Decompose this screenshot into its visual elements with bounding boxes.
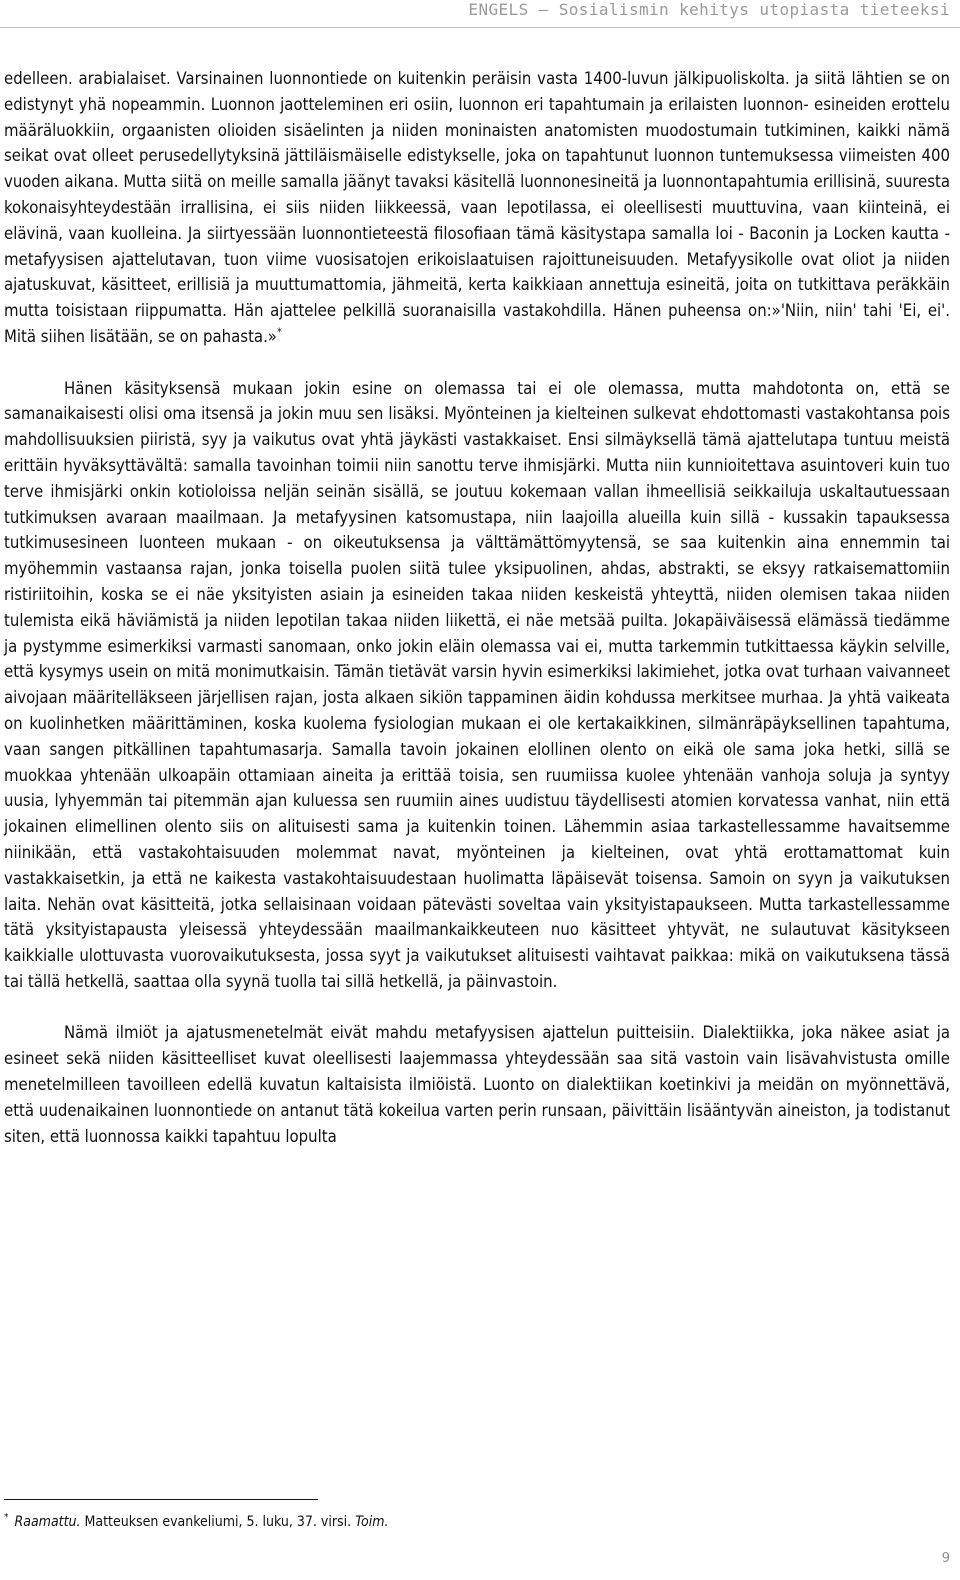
paragraph-1: [4, 66, 950, 350]
paragraph-spacer: [4, 995, 950, 1021]
footnote-editor-note: Toim.: [355, 1514, 389, 1530]
document-body: [4, 66, 950, 1149]
footnote-reference[interactable]: *: [276, 325, 282, 339]
footnote-reference-text: Matteuksen evankeliumi, 5. luku, 37. virsi.: [84, 1514, 352, 1530]
page-number: 9: [941, 1551, 950, 1566]
paragraph-1-text: edelleen. arabialaiset. Varsinainen luonnontiede on kuitenkin peräisin vasta 1400-luvun jälkipuoliskolta. ja siitä lähtien se on edistynyt yhä nopeammin. Luonnon jaotteleminen eri osiin, luonnon eri tapahtumain ja erilaisten luonnon- esineiden erottelu määräluokkiin, orgaanisten olioiden sisäelinten ja niiden moninaisten anatomisten muodostumain tutkiminen, kaikki nämä seikat ovat olleet perusedellytyksinä jättiläismäiselle edistykselle, joka on tapahtunut luonnon tuntemuksessa viimeisten 400 vuoden aikana. Mutta siitä on meille samalla jäänyt tavaksi käsitellä luonnonesineitä ja luonnontapahtumia erillisinä, suuresta kokonaisyhteydestään irrallisina, ei siis niiden liikkeessä, vaan lepotilassa, ei oleellisesti muuttuvina, vaan kiinteinä, ei elävinä, vaan kuolleina. Ja siirtyessään luonnontieteestä filosofiaan tämä käsitystapa samalla loi - Baconin ja Locken kautta - metafyysisen ajattelutavan, tuon viime vuosisatojen erikoislaatuisen rajoittuneisuuden. Metafyysikolle ovat oliot ja niiden ajatuskuvat, käsitteet, erillisiä ja muuttumattomia, jähmeitä, kerta kaikkiaan annettuja esineitä, joita on tutkittava peräkkäin mutta toisistaan riippumatta. Hän ajattelee pelkillä suoranaisilla vastakohdilla. Hänen puheensa on:»'Niin, niin' tahi 'Ei, ei'. Mitä siihen lisätään, se on pahasta.»: [4, 69, 950, 346]
running-header: ENGELS – Sosialismin kehitys utopiasta tieteeksi: [468, 0, 950, 19]
footnote: [4, 1512, 904, 1532]
footnote-source: Raamattu.: [14, 1514, 81, 1530]
header-divider: [0, 27, 960, 28]
paragraph-spacer: [4, 350, 950, 376]
footnote-marker: *: [4, 1512, 9, 1524]
footnote-divider: [4, 1499, 318, 1500]
paragraph-3: Nämä ilmiöt ja ajatusmenetelmät eivät mahdu metafyysisen ajattelun puitteisiin. Dialektiikka, joka näkee asiat ja esineet sekä niiden käsitteelliset kuvat oleellisesti laajemmassa yhteydessään saa sitä vastoin vain lisävahvistusta omille menetelmilleen tavoilleen edellä kuvatun kaltaisista ilmiöistä. Luonto on dialektiikan koetinkivi ja meidän on myönnettävä, että uudenaikainen luonnontiede on antanut tätä kokeilua varten perin runsaan, päivittäin lisääntyvän aineiston, ja todistanut siten, että luonnossa kaikki tapahtuu lopulta: [4, 1023, 950, 1146]
paragraph-2: Hänen käsityksensä mukaan jokin esine on olemassa tai ei ole olemassa, mutta mahdotonta on, että se samanaikaisesti olisi oma itsensä ja jokin muu sen lisäksi. Myönteinen ja kielteinen sulkevat ehdottomasti vastakohtansa pois mahdollisuuksien piiristä, syy ja vaikutus ovat yhtä jäykästi vastakkaiset. Ensi silmäyksellä tämä ajattelutapa tuntuu meistä erittäin hyväksyttävältä: samalla tavoinhan toimii niin sanottu terve ihmisjärki. Mutta niin kunnioitettava asuintoveri kuin tuo terve ihmisjärki onkin kotioloissa neljän seinän sisällä, se joutuu kokemaan vallan ihmeellisiä seikkailuja uskaltautuessaan tutkimuksen avaraan maailmaan. Ja metafyysinen katsomustapa, niin laajoilla alueilla kuin sillä - kussakin tapauksessa tutkimusesineen luonteen mukaan - on oikeutuksensa ja välttämättömyytensä, se saa kuitenkin aina ennemmin tai myöhemmin vastaansa rajan, jonka toisella puolen siitä tulee yksipuolinen, ahdas, abstrakti, se eksyy ratkaisemattomiin ristiriitoihin, koska se ei näe yksityisten asiain ja esineiden takaa niiden keskeistä yhteyttä, niiden olemisen takaa niiden tulemista eikä häviämistä ja niiden lepotilan takaa niiden liikettä, ei näe metsää puilta. Jokapäiväisessä elämässä tiedämme ja pystymme esimerkiksi varmasti sanomaan, onko jokin eläin olemassa vai ei, mutta tarkemmin tutkittaessa käykin selville, että kysymys usein on mitä monimutkaisin. Tämän tietävät varsin hyvin esimerkiksi lakimiehet, jotka ovat turhaan vaivanneet aivojaan määritelläkseen järjellisen rajan, josta alkaen sikiön tappaminen äidin kohdussa merkitsee murhaa. Ja yhtä vaikeata on kuolinhetken määrittäminen, koska kuolema fysiologian mukaan ei ole kertakaikkinen, silmänräpäyksellinen tapahtuma, vaan sangen pitkällinen tapahtumasarja. Samalla tavoin jokainen elollinen olento on eikä ole sama joka hetki, sillä se muokkaa yhtenään ulkoapäin ottamiaan aineita ja erittää toisia, sen ruumiissa kuolee yhtenään vanhoja soluja ja syntyy uusia, lyhyemmän tai pitemmän ajan kuluessa sen ruumiin aines uudistuu täydellisesti atomien korvatessa vanhat, niin että jokainen elimellinen olento siis on alituisesti sama ja kuitenkin toinen. Lähemmin asiaa tarkastellessamme havaitsemme niinikään, että vastakohtaisuuden molemmat navat, myönteinen ja kielteinen, ovat yhtä erottamattomat kuin vastakkaisetkin, ja että ne kaikesta vastakohtaisuudestaan huolimatta läpäisevät toisensa. Samoin on syyn ja vaikutuksen laita. Nehän ovat käsitteitä, jotka sellaisinaan voidaan pätevästi soveltaa vain yksityistapaukseen. Mutta tarkastellessamme tätä yksityistapausta yleisessä yhteydessään maailmankaikkeuteen nuo käsitteet yhtyvät, ne sulautuvat käsitykseen kaikkialle ulottuvasta vuorovaikutuksesta, jossa syyt ja vaikutukset alituisesti vaihtavat paikkaa: mikä on vaikutuksena tässä tai tällä hetkellä, saattaa olla syynä tuolla tai sillä hetkellä, ja päinvastoin.: [4, 378, 950, 991]
